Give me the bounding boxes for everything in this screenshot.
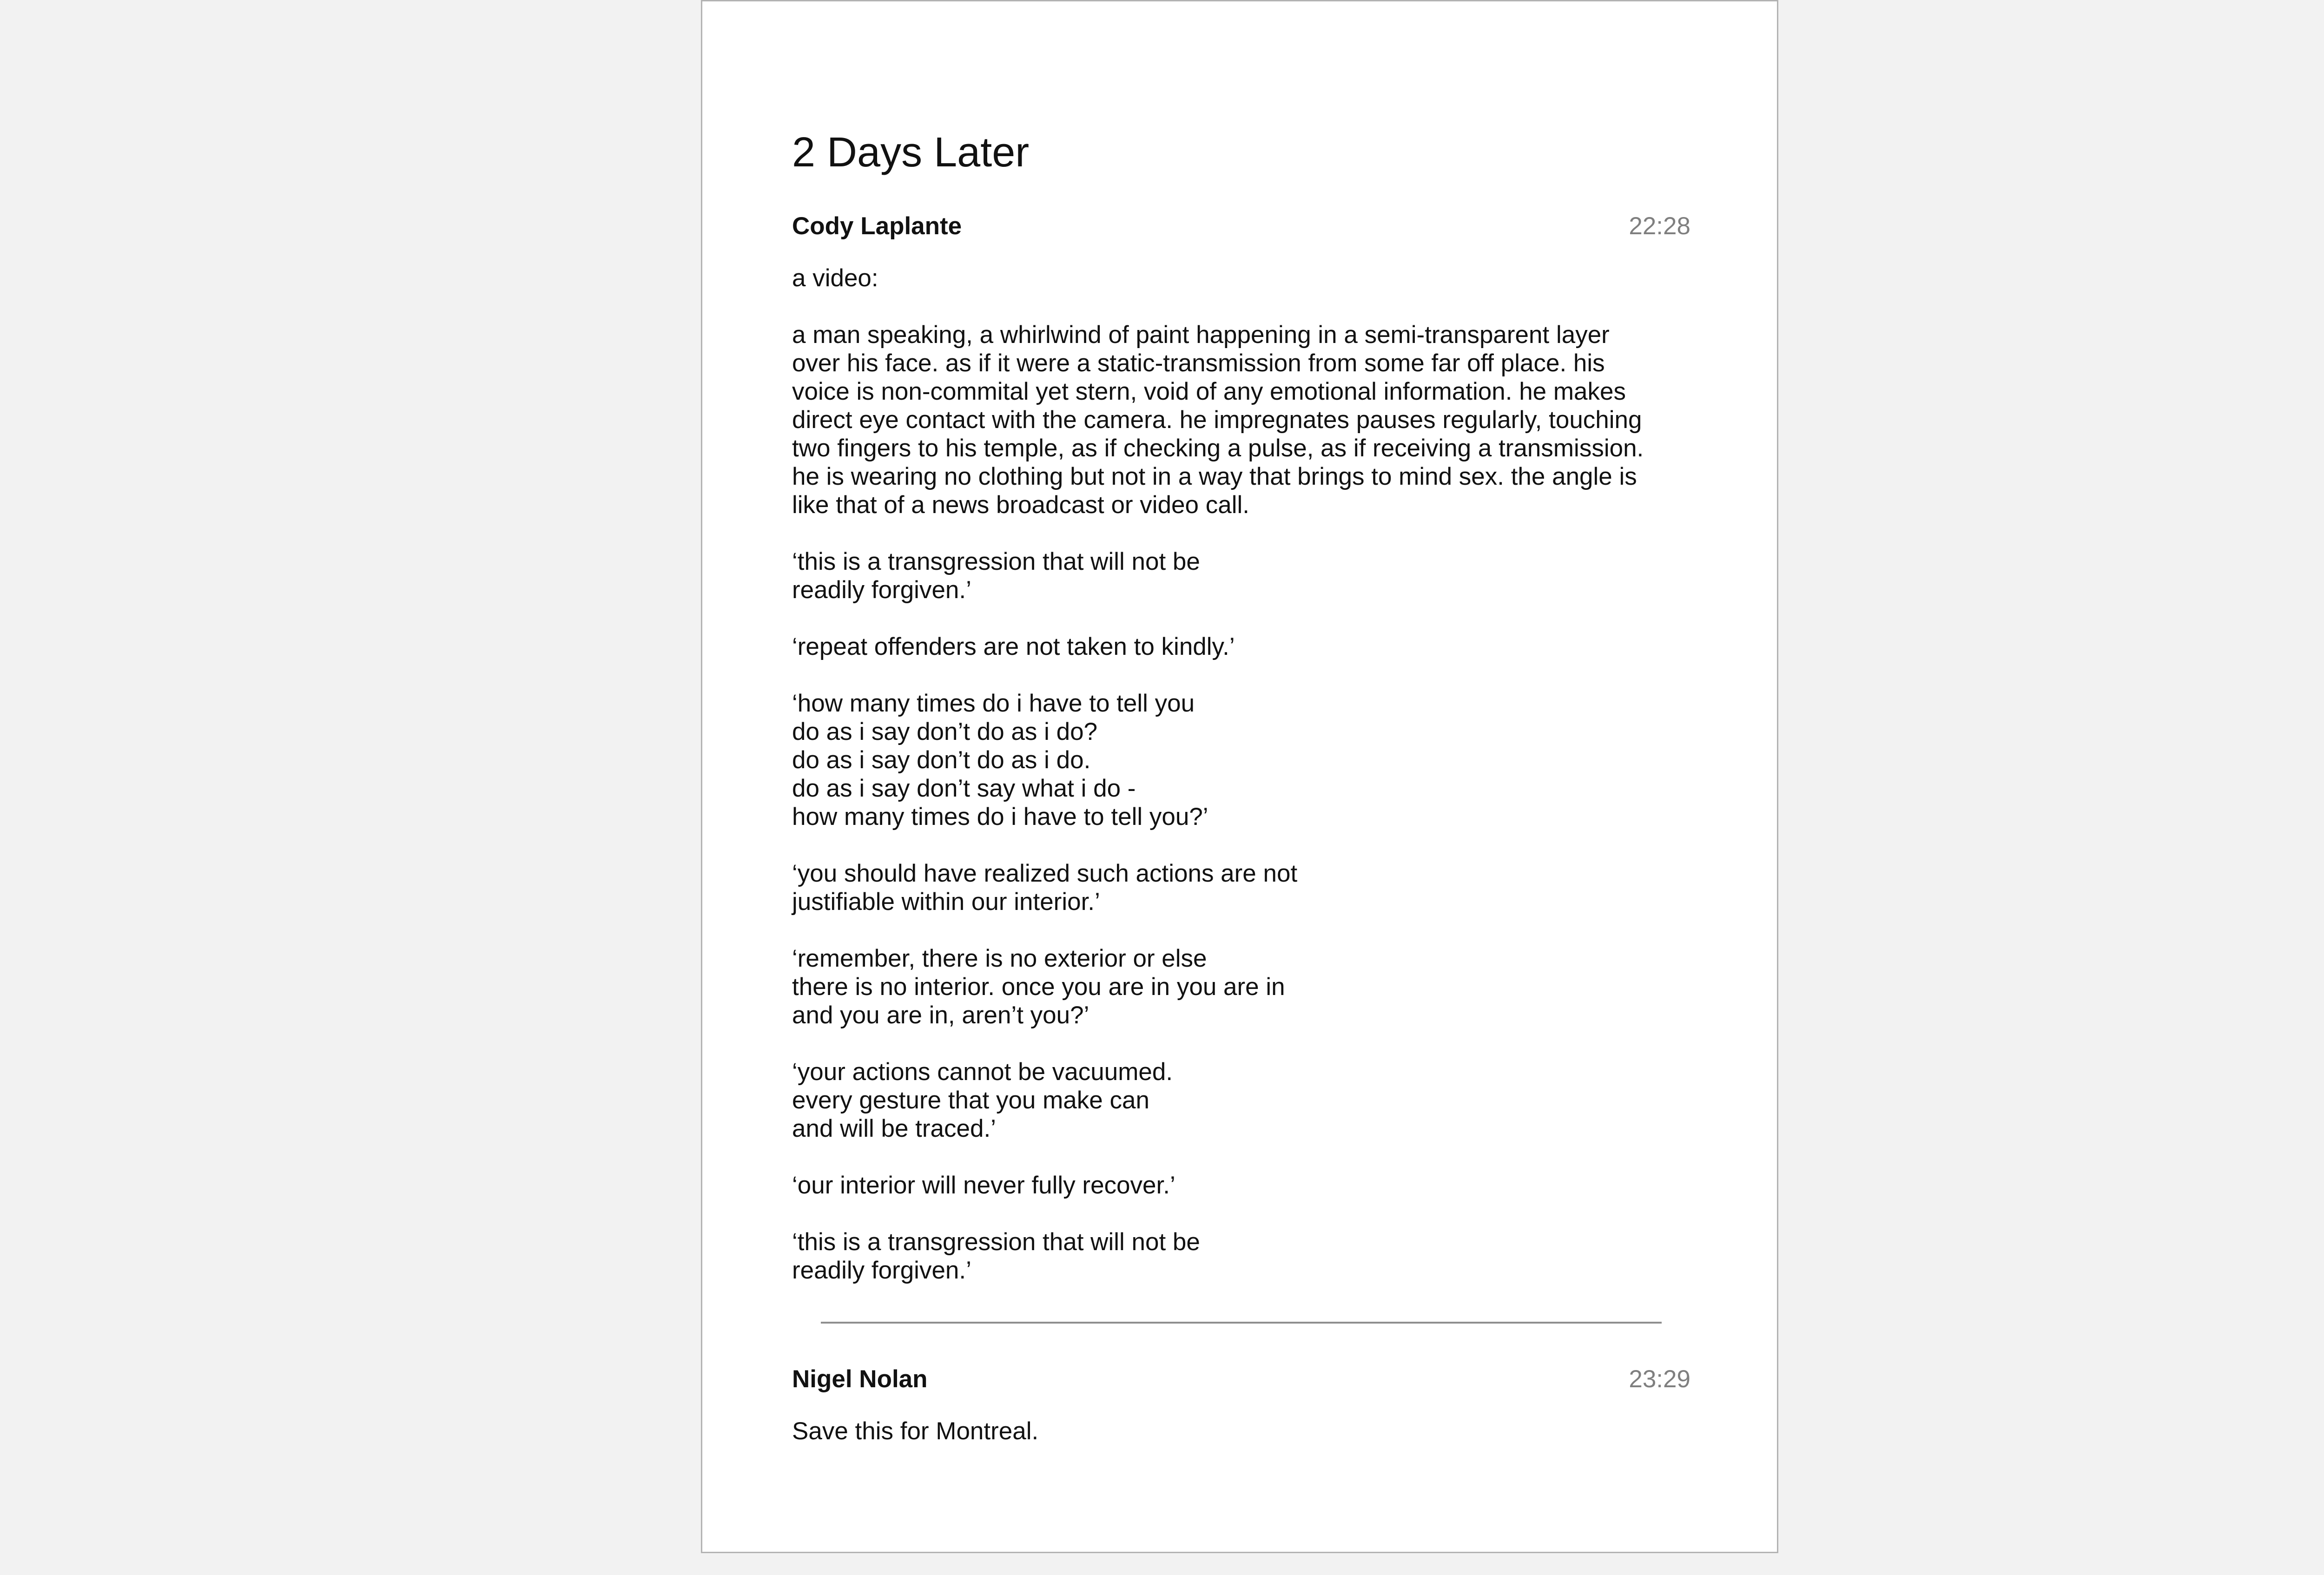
message-body — [792, 264, 1690, 1285]
message-paragraph: ‘remember, there is no exterior or else there is no interior. once you are in you are in and you are in, aren’t you?’ — [792, 945, 1285, 1029]
message-divider — [821, 1322, 1662, 1324]
message-author: Nigel Nolan — [792, 1365, 928, 1393]
message-paragraph: ‘our interior will never fully recover.’ — [792, 1172, 1175, 1199]
message-paragraph: ‘repeat offenders are not taken to kindly.’ — [792, 633, 1235, 660]
message — [792, 211, 1690, 1285]
message-paragraph: ‘this is a transgression that will not be readily forgiven.’ — [792, 1228, 1200, 1284]
page-title: 2 Days Later — [792, 129, 1030, 176]
message-paragraph: ‘how many times do i have to tell you do as i say don’t do as i do? do as i say don’t do as i do. do as i say don’t say what i do - how many times do i have to tell you?’ — [792, 690, 1208, 830]
message-author: Cody Laplante — [792, 212, 962, 240]
message-timestamp: 23:29 — [1629, 1365, 1690, 1393]
message-paragraph: ‘you should have realized such actions are not justifiable within our interior.’ — [792, 860, 1298, 916]
message-body — [792, 1417, 1690, 1445]
page-content — [792, 125, 1690, 1445]
message-header — [792, 1364, 1690, 1395]
document-page — [701, 0, 1778, 1553]
message-paragraph: Save this for Montreal. — [792, 1417, 1039, 1445]
message-paragraph: ‘this is a transgression that will not be readily forgiven.’ — [792, 548, 1200, 604]
message — [792, 1364, 1690, 1445]
message-paragraph: ‘your actions cannot be vacuumed. every gesture that you make can and will be traced.’ — [792, 1058, 1173, 1142]
message-header — [792, 211, 1690, 242]
message-paragraph: a video: — [792, 264, 878, 292]
message-timestamp: 22:28 — [1629, 212, 1690, 240]
message-paragraph: a man speaking, a whirlwind of paint happening in a semi-transparent layer over his face. as if it were a static-transmission from some far off place. his voice is non-commital yet stern, void of any emotional information. he makes direct eye contact with the camera. he impregnates pauses regularly, touching two fingers to his temple, as if checking a pulse, as if receiving a transmission. he is wearing no clothing but not in a way that brings to mind sex. the angle is like that of a news broadcast or video call. — [792, 321, 1644, 519]
